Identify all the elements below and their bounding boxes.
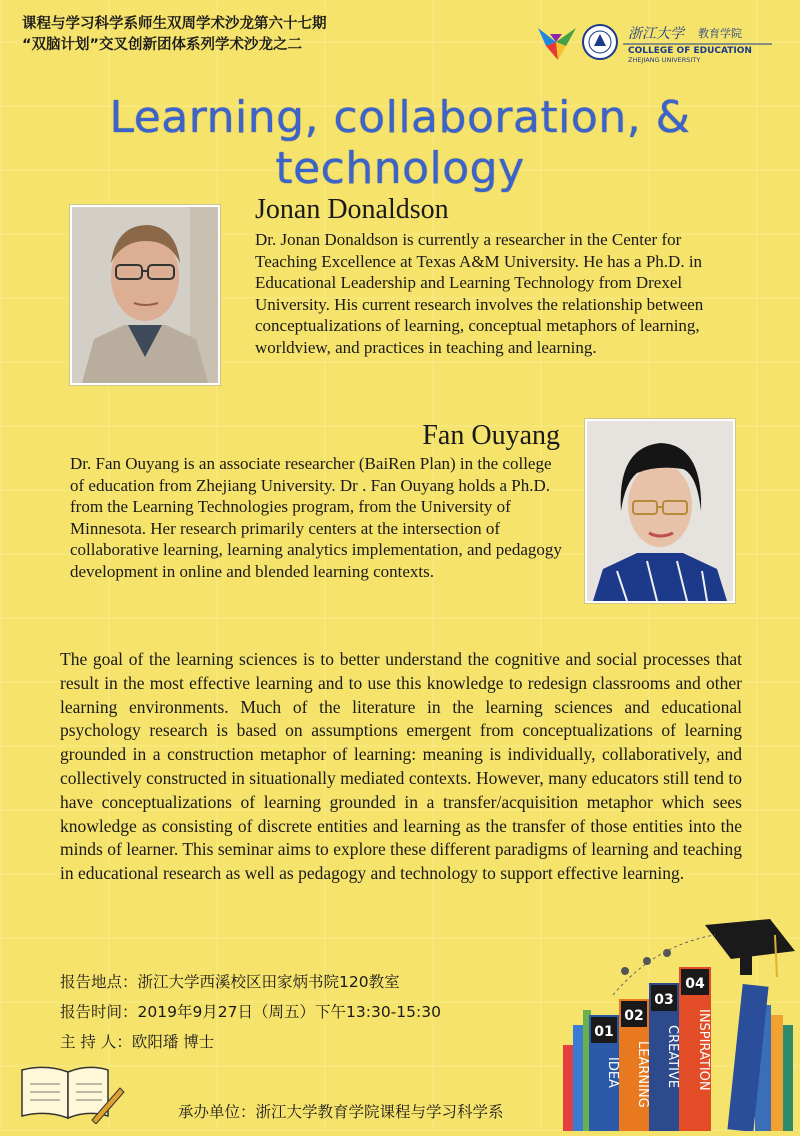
- info-location: 报告地点：浙江大学西溪校区田家炳书院120教室: [60, 973, 400, 991]
- zju-seal-icon: [583, 25, 617, 59]
- notebook-illustration: [18, 1062, 128, 1124]
- logo-dept-cn: 教育学院: [698, 27, 742, 40]
- book-num-4: 04: [685, 976, 705, 992]
- speaker-bio-fan: Dr. Fan Ouyang is an associate researcher (BaiRen Plan) in the college of education from Zhejiang University. Dr . Fan Ouyang holds a Ph.D. from the Learning Technologies program, from the University of Minnesota. Her research primarily centers at the intersection of collaborative learning, learning analytics implementation, and pedagogy development in online and blended learning contexts.: [70, 454, 562, 581]
- speaker-name-jonan: Jonan Donaldson: [255, 194, 449, 225]
- organizer: 承办单位：浙江大学教育学院课程与学习科学系: [178, 1103, 504, 1121]
- book-word-4: INSPIRATION: [696, 1009, 711, 1091]
- book-word-2: LEARNING: [635, 1041, 650, 1108]
- speaker-photo-jonan: [70, 205, 220, 385]
- book-num-1: 01: [594, 1024, 614, 1040]
- book-word-3: CREATIVE: [665, 1025, 680, 1089]
- logo-graphics: [536, 20, 776, 64]
- portrait-woman-icon: [587, 421, 733, 601]
- seminar-title: Learning, collaboration, & technology: [109, 92, 691, 194]
- info-time: 报告时间：2019年9月27日（周五）下午13:30-15:30: [60, 1003, 441, 1021]
- speaker-bio-jonan: Dr. Jonan Donaldson is currently a researcher in the Center for Teaching Excellence at Texas A&M University. He has a Ph.D. in Educational Leadership and Learning Technology from Drexel University. His current research involves the relationship between conceptualizations of learning, conceptual metaphors of learning, worldview, and practices in teaching and learning.: [255, 230, 704, 357]
- notebook-pencil-icon: [18, 1062, 128, 1124]
- logo-univ-en: ZHEJIANG UNIVERSITY: [628, 56, 701, 64]
- book-word-1: IDEA: [605, 1057, 620, 1088]
- colorful-emblem-icon: [538, 28, 576, 60]
- book-num-3: 03: [654, 992, 674, 1008]
- books-illustration: [555, 915, 800, 1131]
- college-logos: [536, 20, 776, 64]
- book-num-2: 02: [624, 1008, 644, 1024]
- seminar-abstract: The goal of the learning sciences is to better understand the cognitive and social processes that result in the most effective learning and to use this knowledge to redesign classrooms and other learning environments. Much of the literature in the learning sciences and educational psychology research is based on assumptions emergent from conceptualizations of learning grounded in a construction metaphor of learning: meaning is individually, collaboratively, and collectively constructed in situationally mediated contexts. However, many educators still tend to have conceptualizations of learning grounded in a transfer/acquisition metaphor which sees knowledge as consisting of discrete entities and learning as the transfer of those entities into the minds of learner. This seminar aims to explore these different paradigms of learning and teaching in educational research as well as pedagogy and technology to support effective learning.: [60, 649, 742, 884]
- header-line-2: “双脑计划”交叉创新团体系列学术沙龙之二: [22, 37, 303, 53]
- books-graphic: [555, 915, 800, 1131]
- info-host: 主 持 人：欧阳璠 博士: [60, 1033, 215, 1051]
- header-line-1: 课程与学习科学系师生双周学术沙龙第六十七期: [22, 16, 327, 32]
- speaker-name-fan: Fan Ouyang: [422, 420, 560, 451]
- logo-school-cn: 浙江大学: [628, 26, 684, 42]
- portrait-man-icon: [72, 207, 218, 383]
- logo-college-en: COLLEGE OF EDUCATION: [628, 46, 752, 56]
- event-header: [22, 14, 327, 56]
- speaker-photo-fan: [585, 419, 735, 603]
